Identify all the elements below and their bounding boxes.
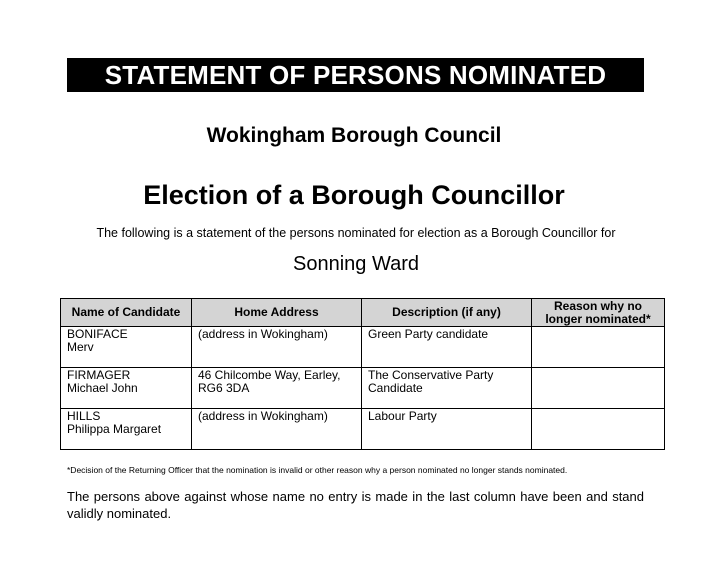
intro-text: The following is a statement of the persons nominated for election as a Borough Councillor for bbox=[96, 226, 616, 240]
candidate-surname: HILLS bbox=[67, 409, 101, 423]
header-name-of-candidate: Name of Candidate bbox=[61, 299, 192, 327]
closing-statement: The persons above against whose name no entry is made in the last column have been and stand validly nominated. bbox=[67, 489, 644, 521]
candidate-name-cell bbox=[61, 327, 192, 368]
table-row bbox=[61, 368, 665, 409]
candidate-reason bbox=[532, 409, 665, 450]
candidate-name-cell bbox=[61, 368, 192, 409]
header-reason-no-longer-nominated: Reason why no longer nominated* bbox=[532, 299, 665, 327]
candidate-surname: BONIFACE bbox=[67, 327, 128, 341]
council-name: Wokingham Borough Council bbox=[206, 124, 502, 147]
nominations-table bbox=[60, 298, 665, 450]
candidate-description: Green Party candidate bbox=[362, 327, 532, 368]
candidate-address: (address in Wokingham) bbox=[192, 327, 362, 368]
ward-name: Sonning Ward bbox=[293, 253, 419, 275]
header-description: Description (if any) bbox=[362, 299, 532, 327]
candidate-forenames: Michael John bbox=[67, 381, 138, 395]
table-row bbox=[61, 327, 665, 368]
table-header-row bbox=[61, 299, 665, 327]
candidate-forenames: Merv bbox=[67, 340, 94, 354]
candidate-name-cell bbox=[61, 409, 192, 450]
candidate-surname: FIRMAGER bbox=[67, 368, 131, 382]
candidate-forenames: Philippa Margaret bbox=[67, 422, 162, 436]
candidate-reason bbox=[532, 327, 665, 368]
header-home-address: Home Address bbox=[192, 299, 362, 327]
candidate-address: (address in Wokingham) bbox=[192, 409, 362, 450]
table-row bbox=[61, 409, 665, 450]
candidate-description: Labour Party bbox=[362, 409, 532, 450]
election-title: Election of a Borough Councillor bbox=[143, 180, 565, 210]
document-banner: STATEMENT OF PERSONS NOMINATED bbox=[67, 58, 644, 92]
candidate-reason bbox=[532, 368, 665, 409]
candidate-address: 46 Chilcombe Way, Earley, RG6 3DA bbox=[192, 368, 362, 409]
candidate-description: The Conservative Party Candidate bbox=[362, 368, 532, 409]
footnote: *Decision of the Returning Officer that the nomination is invalid or other reason why a person nominated no longer stands nominated. bbox=[67, 465, 568, 475]
